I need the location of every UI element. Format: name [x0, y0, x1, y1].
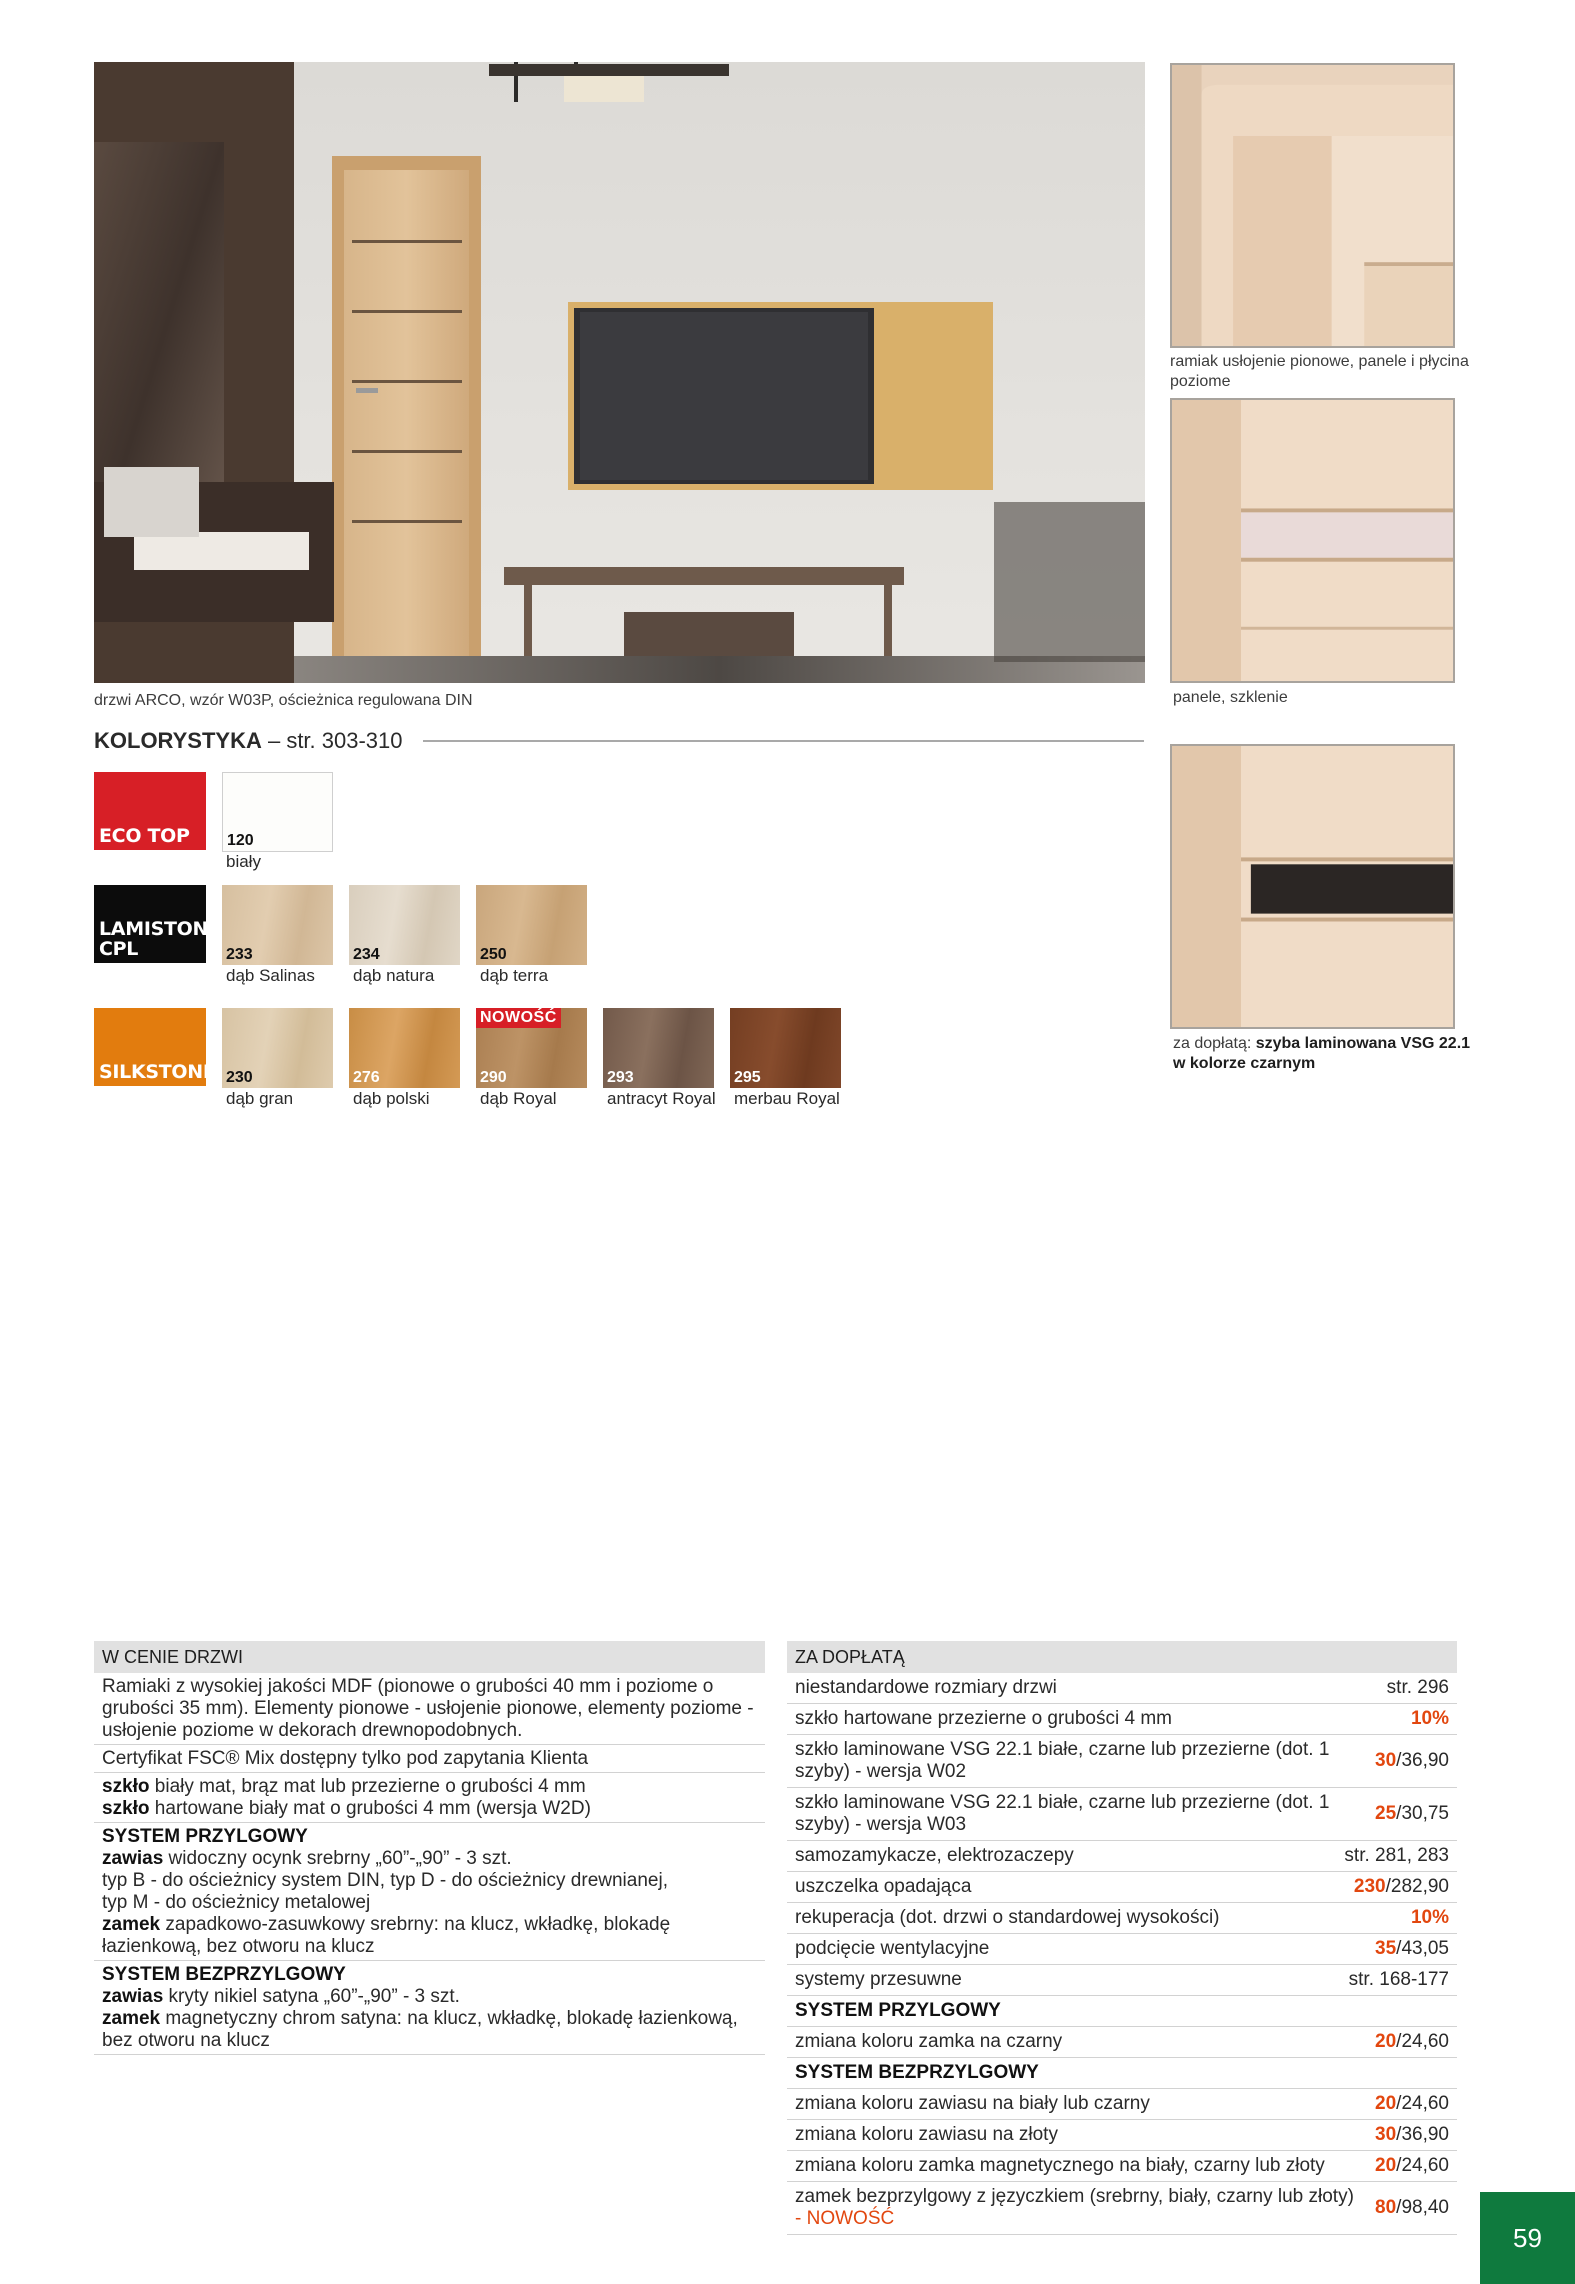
surcharge-label-text: szkło hartowane przezierne o grubości 4 mm [795, 1708, 1173, 1729]
swatch-code: 295 [734, 1069, 761, 1086]
price-highlight: 20 [1375, 2093, 1397, 2114]
surcharge-rows [787, 1673, 1457, 2235]
swatch-name: dąb natura [353, 966, 435, 985]
colours-heading [94, 728, 1144, 754]
price-rest: /36,90 [1396, 2124, 1449, 2145]
family-lamistone: LAMISTONE CPL [94, 885, 206, 963]
surcharge-label-text: zmiana koloru zamka magnetycznego na biały, czarny lub złoty [795, 2155, 1325, 2176]
swatch-295[interactable] [730, 1008, 841, 1088]
surcharge-row [787, 1965, 1457, 1996]
price-highlight: 25 [1375, 1803, 1397, 1824]
swatch-233[interactable] [222, 885, 333, 965]
surcharge-price [1344, 1876, 1449, 1898]
price-rest: str. 168-177 [1348, 1969, 1449, 1990]
price-highlight: 10% [1410, 1907, 1449, 1928]
surcharge-label [795, 1739, 1365, 1783]
detail-caption-frame: ramiak usłojenie pionowe, panele i płycina poziome [1170, 353, 1469, 390]
price-highlight: 30 [1375, 1750, 1397, 1771]
surcharge-label-text: systemy przesuwne [795, 1969, 962, 1990]
surcharge-price [1365, 2093, 1449, 2115]
surcharge-row [787, 1872, 1457, 1903]
swatch-250[interactable] [476, 885, 587, 965]
surcharge-label-text: szkło laminowane VSG 22.1 białe, czarne lub przezierne (dot. 1 szyby) - wersja W03 [795, 1792, 1330, 1835]
price-highlight: 35 [1375, 1938, 1397, 1959]
detail-photo-frame [1170, 63, 1455, 348]
surcharge-row [787, 1934, 1457, 1965]
price-rest: /282,90 [1385, 1876, 1449, 1897]
page-number: 59 [1480, 2192, 1575, 2284]
price-rest: str. 296 [1386, 1677, 1449, 1698]
included-section-title: SYSTEM BEZPRZYLGOWY [102, 1964, 346, 1985]
surcharge-label [795, 2124, 1365, 2146]
room-photo-illustration [94, 62, 1145, 683]
family-eco-top: ECO TOP [94, 772, 206, 850]
swatch-293[interactable] [603, 1008, 714, 1088]
new-badge: NOWOŚĆ [476, 1008, 561, 1028]
included-row [94, 1961, 765, 2055]
surcharge-label-text: samozamykacze, elektrozaczepy [795, 1845, 1074, 1866]
surcharge-row [787, 2182, 1457, 2235]
detail-caption-bold: szyba laminowana VSG 22.1 w kolorze czarnym [1173, 1035, 1471, 1072]
surcharge-label [795, 1969, 1339, 1991]
included-text: typ B - do ościeżnicy system DIN, typ D - do ościeżnicy drewnianej, [102, 1870, 668, 1891]
surcharge-label [795, 1938, 1365, 1960]
detail-caption-glazing: panele, szklenie [1173, 689, 1288, 706]
new-label: - NOWOŚĆ [795, 2208, 895, 2229]
surcharge-row [787, 1735, 1457, 1788]
included-text: kryty nikiel satyna „60”-„90” - 3 szt. [163, 1986, 460, 2007]
surcharge-row [787, 1841, 1457, 1872]
price-rest: /24,60 [1396, 2155, 1449, 2176]
price-rest: str. 281, 283 [1344, 1845, 1449, 1866]
swatch-code: 290 [480, 1069, 507, 1086]
surcharge-label [795, 1708, 1401, 1730]
surcharge-label [795, 1876, 1344, 1898]
price-highlight: 10% [1410, 1708, 1449, 1729]
included-text: typ M - do ościeżnicy metalowej [102, 1892, 371, 1913]
surcharge-price [1334, 1845, 1449, 1867]
swatch-code: 250 [480, 946, 507, 963]
swatch-code: 234 [353, 946, 380, 963]
included-text: widoczny ocynk srebrny „60”-„90” - 3 szt. [163, 1848, 512, 1869]
surcharge-row [787, 1704, 1457, 1735]
surcharge-label-text: zamek bezprzylgowy z języczkiem (srebrny, biały, czarny lub złoty) [795, 2186, 1354, 2207]
colours-heading-title: KOLORYSTYKA [94, 728, 262, 753]
included-section-title: SYSTEM PRZYLGOWY [102, 1826, 308, 1847]
surcharge-row [787, 2120, 1457, 2151]
price-rest: /98,40 [1396, 2197, 1449, 2218]
swatch-name: biały [226, 852, 261, 871]
included-text: Ramiaki z wysokiej jakości MDF (pionowe o grubości 40 mm i poziome o grubości 35 mm). Elementy pionowe - usłojenie pionowe, elementy poziome - usłojenie poziome w dekorach drewnopodobnych. [102, 1676, 754, 1741]
surcharge-label [795, 2093, 1365, 2115]
detail-photo-glazing [1170, 398, 1455, 683]
swatch-name: dąb Royal [480, 1089, 557, 1108]
included-row [94, 1745, 765, 1773]
included-term: zamek [102, 2008, 161, 2029]
surcharge-row [787, 1673, 1457, 1704]
surcharge-price [1365, 1938, 1449, 1960]
colours-heading-ref: – str. 303-310 [261, 728, 403, 753]
surcharge-price [1339, 1969, 1449, 1991]
swatch-name: antracyt Royal [607, 1089, 716, 1108]
surcharge-label-text: zmiana koloru zawiasu na złoty [795, 2124, 1058, 2145]
surcharge-label-text: SYSTEM PRZYLGOWY [795, 2000, 1001, 2021]
family-silkstone: SILKSTONE [94, 1008, 206, 1086]
swatch-code: 233 [226, 946, 253, 963]
surcharge-price [1365, 2155, 1449, 2177]
included-text: biały mat, brąz mat lub przezierne o grubości 4 mm [149, 1776, 586, 1797]
price-rest: /36,90 [1396, 1750, 1449, 1771]
surcharge-label [795, 1907, 1401, 1929]
price-highlight: 20 [1375, 2031, 1397, 2052]
surcharge-price [1401, 1708, 1449, 1730]
included-row [94, 1773, 765, 1823]
included-term: zamek [102, 1914, 161, 1935]
surcharge-label [795, 1677, 1377, 1699]
surcharge-label [795, 2062, 1449, 2084]
surcharge-label-text: zmiana koloru zamka na czarny [795, 2031, 1063, 2052]
surcharge-price [1365, 2197, 1449, 2219]
swatch-name: dąb gran [226, 1089, 294, 1108]
included-table [94, 1641, 765, 2055]
surcharge-price [1401, 1907, 1449, 1929]
swatch-name: dąb polski [353, 1089, 430, 1108]
heading-rule [423, 740, 1144, 742]
detail-caption-black-glass [1173, 1034, 1473, 1074]
swatch-code: 276 [353, 1069, 380, 1086]
surcharge-label [795, 2155, 1365, 2177]
surcharge-label [795, 1845, 1334, 1867]
surcharge-label-text: podcięcie wentylacyjne [795, 1938, 990, 1959]
price-rest: /30,75 [1396, 1803, 1449, 1824]
surcharge-price [1365, 2124, 1449, 2146]
surcharge-section-title [787, 2058, 1457, 2089]
price-highlight: 20 [1375, 2155, 1397, 2176]
swatch-name: merbau Royal [734, 1089, 840, 1108]
surcharge-label [795, 2031, 1365, 2053]
surcharge-row [787, 1903, 1457, 1934]
surcharge-label-text: rekuperacja (dot. drzwi o standardowej wysokości) [795, 1907, 1220, 1928]
swatch-code: 230 [226, 1069, 253, 1086]
included-text: Certyfikat FSC® Mix dostępny tylko pod zapytania Klienta [102, 1748, 589, 1769]
included-term: zawias [102, 1986, 164, 2007]
price-rest: /43,05 [1396, 1938, 1449, 1959]
swatch-name: dąb terra [480, 966, 549, 985]
surcharge-table [787, 1641, 1457, 2235]
surcharge-row [787, 2151, 1457, 2182]
detail-photo-black-glass [1170, 744, 1455, 1029]
included-term: szkło [102, 1776, 150, 1797]
included-text: hartowane biały mat o grubości 4 mm (wersja W2D) [149, 1798, 591, 1819]
surcharge-label-text: niestandardowe rozmiary drzwi [795, 1677, 1057, 1698]
included-text: magnetyczny chrom satyna: na klucz, wkładkę, blokadę łazienkową, bez otworu na klucz [102, 2008, 738, 2051]
surcharge-label [795, 2000, 1449, 2022]
swatch-120[interactable] [222, 772, 333, 852]
included-term: zawias [102, 1848, 164, 1869]
detail-caption-prefix: za dopłatą: [1173, 1035, 1256, 1052]
price-rest: /24,60 [1396, 2093, 1449, 2114]
room-photo [94, 62, 1145, 683]
included-table-header: W CENIE DRZWI [94, 1641, 765, 1673]
swatch-code: 293 [607, 1069, 634, 1086]
swatch-234[interactable] [349, 885, 460, 965]
included-term: szkło [102, 1798, 150, 1819]
surcharge-section-title [787, 1996, 1457, 2027]
surcharge-row [787, 1788, 1457, 1841]
surcharge-label-text: SYSTEM BEZPRZYLGOWY [795, 2062, 1039, 2083]
surcharge-label-text: uszczelka opadająca [795, 1876, 972, 1897]
price-highlight: 80 [1375, 2197, 1397, 2218]
surcharge-label-text: zmiana koloru zawiasu na biały lub czarny [795, 2093, 1150, 2114]
included-text: zapadkowo-zasuwkowy srebrny: na klucz, wkładkę, blokadę łazienkową, bez otworu na klucz [102, 1914, 671, 1957]
surcharge-table-header: ZA DOPŁATĄ [787, 1641, 1457, 1673]
price-highlight: 30 [1375, 2124, 1397, 2145]
surcharge-label-text: szkło laminowane VSG 22.1 białe, czarne lub przezierne (dot. 1 szyby) - wersja W02 [795, 1739, 1330, 1782]
swatch-230[interactable] [222, 1008, 333, 1088]
surcharge-label [795, 1792, 1365, 1836]
surcharge-price [1377, 1677, 1449, 1699]
surcharge-price [1365, 1750, 1449, 1772]
surcharge-price [1365, 2031, 1449, 2053]
surcharge-row [787, 2089, 1457, 2120]
surcharge-label [795, 2186, 1365, 2230]
surcharge-row [787, 2027, 1457, 2058]
room-photo-caption: drzwi ARCO, wzór W03P, ościeżnica regulowana DIN [94, 692, 473, 709]
included-row [94, 1823, 765, 1961]
price-rest: /24,60 [1396, 2031, 1449, 2052]
swatch-code: 120 [227, 832, 254, 849]
price-highlight: 230 [1353, 1876, 1386, 1897]
included-row [94, 1673, 765, 1745]
swatch-name: dąb Salinas [226, 966, 315, 985]
surcharge-price [1365, 1803, 1449, 1825]
swatch-276[interactable] [349, 1008, 460, 1088]
